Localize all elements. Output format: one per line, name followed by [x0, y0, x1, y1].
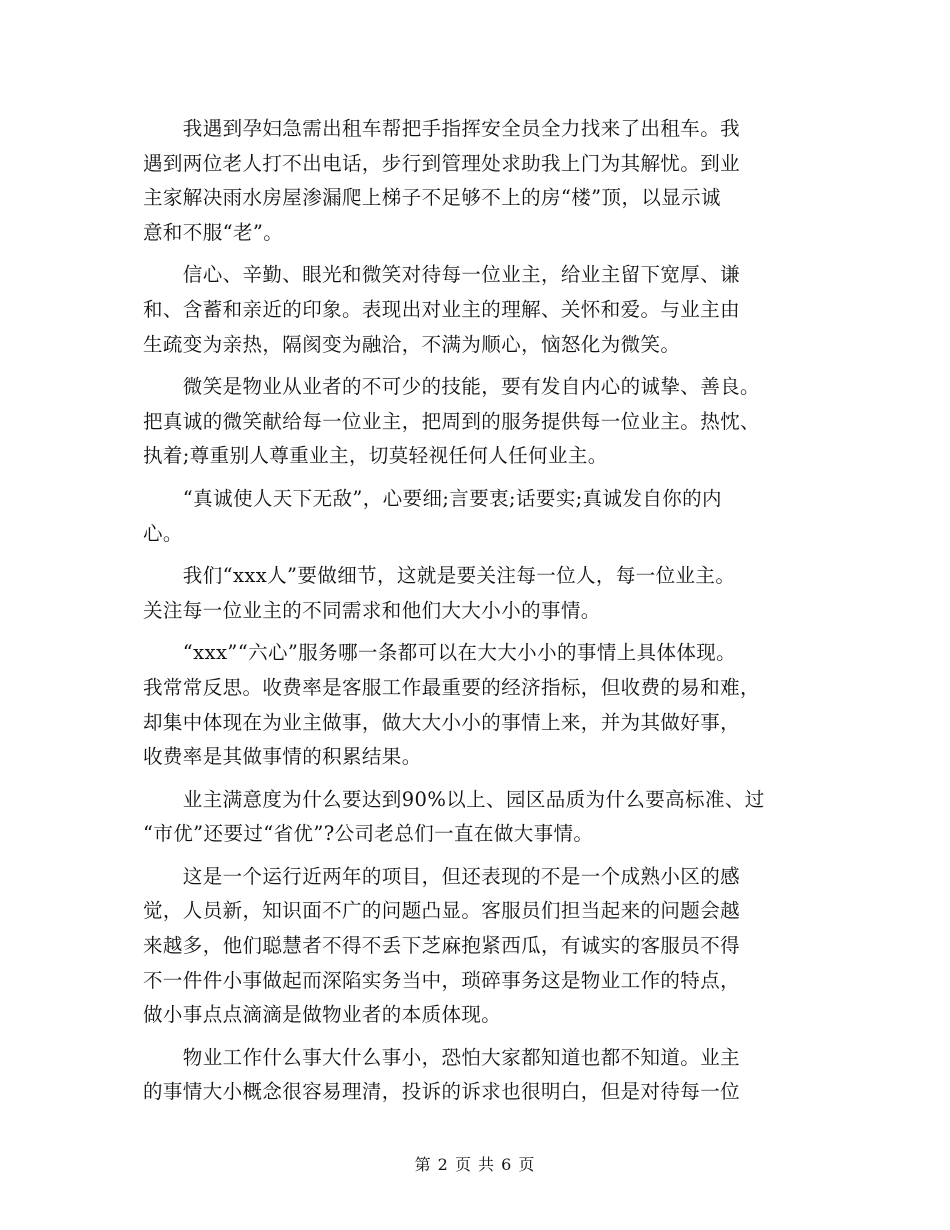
text-line: 不一件件小事做起而深陷实务当中，琐碎事务这是物业工作的特点，: [143, 968, 741, 992]
text-line: 物业工作什么事大什么事小，恐怕大家都知道也都不知道。业主: [143, 1045, 741, 1069]
text-line: 意和不服“老”。: [143, 220, 284, 244]
page-footer: 第 2 页 共 6 页: [414, 1155, 536, 1174]
text-line: “市优”还要过“省优”?公司老总们一直在做大事情。: [143, 822, 594, 846]
text-line: 把真诚的微笑献给每一位业主，把周到的服务提供每一位业主。热忱、: [143, 409, 760, 433]
text-line: 执着;尊重别人尊重业主，切莫轻视任何人任何业主。: [143, 444, 608, 468]
text-line: 觉，人员新，知识面不广的问题凸显。客服员们担当起来的问题会越: [143, 899, 741, 923]
text-line: 心。: [143, 521, 183, 545]
document-body: [143, 112, 833, 1110]
text-line: 我们“xxx人”要做细节，这就是要关注每一位人，每一位业主。: [143, 564, 736, 588]
text-line: 这是一个运行近两年的项目，但还表现的不是一个成熟小区的感: [143, 864, 741, 888]
text-line: 关注每一位业主的不同需求和他们大大小小的事情。: [143, 598, 601, 622]
text-line: “xxx”“六心”服务哪一条都可以在大大小小的事情上具体体现。: [143, 641, 737, 665]
text-line: 我遇到孕妇急需出租车帮把手指挥安全员全力找来了出租车。我: [143, 117, 741, 140]
text-line: “真诚使人天下无敌”，心要细;言要衷;话要实;真诚发自你的内: [143, 486, 722, 510]
text-line: 收费率是其做事情的积累结果。: [143, 745, 422, 769]
text-line: 业主满意度为什么要达到90%以上、园区品质为什么要高标准、过: [143, 787, 765, 811]
text-line: 却集中体现在为业主做事，做大大小小的事情上来，并为其做好事，: [143, 710, 741, 734]
text-line: 生疏变为亲热，隔阂变为融洽，不满为顺心，恼怒化为微笑。: [143, 332, 681, 356]
text-line: 遇到两位老人打不出电话，步行到管理处求助我上门为其解忧。到业: [143, 151, 741, 175]
text-line: 做小事点点滴滴是做物业者的本质体现。: [143, 1003, 502, 1027]
text-line: 的事情大小概念很容易理清，投诉的诉求也很明白，但是对待每一位: [143, 1080, 741, 1104]
text-line: 和、含蓄和亲近的印象。表现出对业主的理解、关怀和爱。与业主由: [143, 297, 741, 321]
text-line: 信心、辛勤、眼光和微笑对待每一位业主，给业主留下宽厚、谦: [143, 263, 741, 287]
text-line: 我常常反思。收费率是客服工作最重要的经济指标，但收费的易和难，: [143, 675, 760, 699]
text-line: 来越多，他们聪慧者不得不丢下芝麻抱紧西瓜，有诚实的客服员不得: [143, 934, 741, 958]
text-line: 主家解决雨水房屋渗漏爬上梯子不足够不上的房“楼”顶，以显示诚: [143, 186, 721, 210]
text-line: 微笑是物业从业者的不可少的技能，要有发自内心的诚挚、善良。: [143, 375, 760, 399]
